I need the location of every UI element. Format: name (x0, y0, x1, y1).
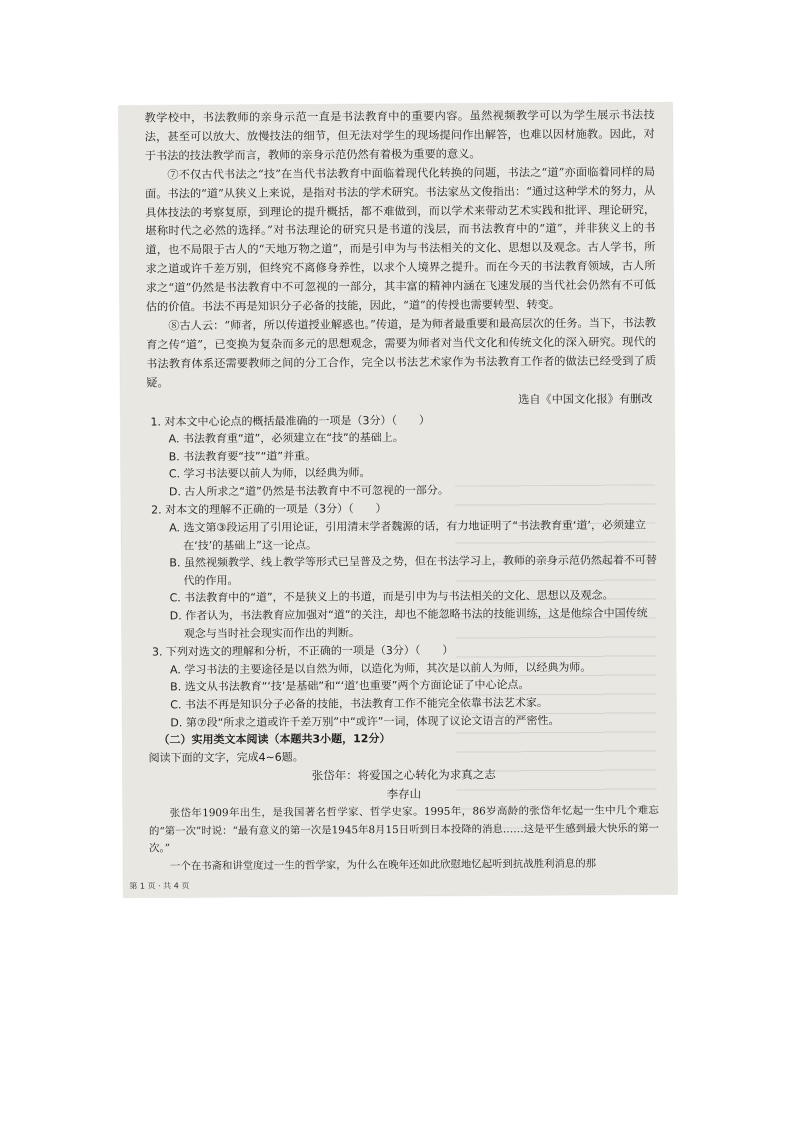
question-2 (147, 499, 658, 643)
option-b: B. 虽然视频教学、线上教学等形式已呈普及之势，但在书法学习上，教师的亲身示范仍然起着不可替代的作用。 (169, 553, 657, 588)
page-number: 第 1 页 · 共 4 页 (129, 881, 190, 891)
question-3 (148, 641, 659, 732)
option-a: A. 学习书法的主要途径是以自然为师，以造化为师，其次是以前人为师，以经典为师。 (169, 660, 592, 677)
option-d: D. 古人所求之“道”仍然是书法教育中不可忽视的一部分。 (168, 483, 449, 499)
article-title: 张岱年：将爱国之心转化为求真之志 (311, 767, 496, 783)
page-content (145, 106, 660, 875)
question-stem: 1. 对本文中心论点的概括最准确的一项是（3分）（ ） (150, 413, 431, 429)
article-author: 李存山 (386, 787, 422, 802)
section-heading: （二）实用类文本阅读（本题共3小题，12分） (158, 732, 391, 747)
passage-source: 选自《中国文化报》有删改 (518, 392, 653, 406)
article-paragraph-2: 一个在书斋和讲堂度过一生的哲学家，为什么在晚年还如此欣慰地忆起听到抗战胜利消息的那 (169, 857, 597, 873)
option-c: C. 书法教育中的“道”，不是狭义上的书道，而是引申为与书法相关的文化、思想以及观念。 (169, 589, 614, 605)
article-paragraph-1: 张岱年1909年出生，是我国著名哲学家、哲学史家。1995年，86岁高龄的张岱年忆起一生中几个难忘的“第一次”时说：“最有意义的第一次是1945年8月15日听到日本投降的消息……这是平生感到最大快乐的第一次。” (148, 804, 660, 855)
question-stem: 3. 下列对选文的理解和分析，不正确的一项是（3分）（ ） (151, 643, 454, 659)
option-b: B. 选文从书法教育“‘技’是基础”和“‘道’也重要”两个方面论证了中心论点。 (170, 678, 530, 694)
option-c: C. 学习书法要以前人为师，以经典为师。 (168, 466, 371, 481)
passage-paragraph-8: ⑧古人云：“师者，所以传道授业解惑也。”传道，是为师者最重要和最高层次的任务。当下，书法教育之传“道”，已变换为复杂而多元的思想观念，需要为师者对当代文化和传统文化的深入研究。现代的书法教育体系还需要教师之间的分工合作，完全以书法艺术家作为书法教育工作者的做法已经受到了质疑。 (146, 316, 657, 390)
question-stem: 2. 对本文的理解不正确的一项是（3分）（ ） (151, 502, 387, 517)
option-c: C. 书法不再是知识分子必备的技能，书法教育工作不能完全依靠书法艺术家。 (170, 696, 548, 712)
option-a: A. 书法教育重“道”，必须建立在“技”的基础上。 (168, 431, 404, 446)
passage-paragraph-7: ⑦不仅古代书法之“技”在当代书法教育中面临着现代化转换的问题，书法之“道”亦面临着同样的局面。书法的“道”从狭义上来说，是指对书法的学术研究。书法家丛文俊指出：“通过这种学术的努力，从具体技法的考察复原，到理论的提升概括，都不难做到，而以学术来带动艺术实践和批评、理论研究，堪称时代之必然的选择。”对书法理论的研究只是书道的浅层，而书法教育中的“道”，并非狭义上的书道，也不局限于古人的“天地万物之道”，而是引申为与书法相关的文化、思想以及观念。古人学书，所求之道或许千差万别，但终究不离修身养性，以求个人境界之提升。而在今天的书法教育领域，古人所求之“道”仍然是书法教育中不可忽视的一部分，其丰富的精神内涵在飞速发展的当代社会仍然有不可低估的价值。书法不再是知识分子必备的技能，因此，“道”的传授也需要转型、转变。 (145, 165, 656, 314)
passage-paragraph-6: 教学校中，书法教师的亲身示范一直是书法教育中的重要内容。虽然视频教学可以为学生展示书法技法，甚至可以放大、放慢技法的细节，但无法对学生的现场提问作出解答，也难以因材施教。因此，对于书法的技法教学而言，教师的亲身示范仍然有着极为重要的意义。 (144, 108, 655, 163)
section-instruction: 阅读下面的文字，完成4~6题。 (148, 750, 304, 765)
question-1 (146, 410, 657, 501)
option-b: B. 书法教育要“技”“道”并重。 (168, 449, 317, 464)
exam-paper-sheet (119, 102, 678, 897)
option-a: A. 选文第③段运用了引用论证，引用清末学者魏源的话，有力地证明了“书法教育重‘道’，必须建立在‘技’的基础上”这一论点。 (169, 518, 647, 552)
option-d: D. 作者认为，书法教育应加强对“道”的关注，却也不能忽略书法的技能训练，这是他综合中国传统观念与当时社会现实而作出的判断。 (169, 606, 648, 640)
option-d: D. 第⑦段“所求之道或许千差万别”中“或许”一词，体现了议论文语言的严密性。 (170, 713, 560, 729)
